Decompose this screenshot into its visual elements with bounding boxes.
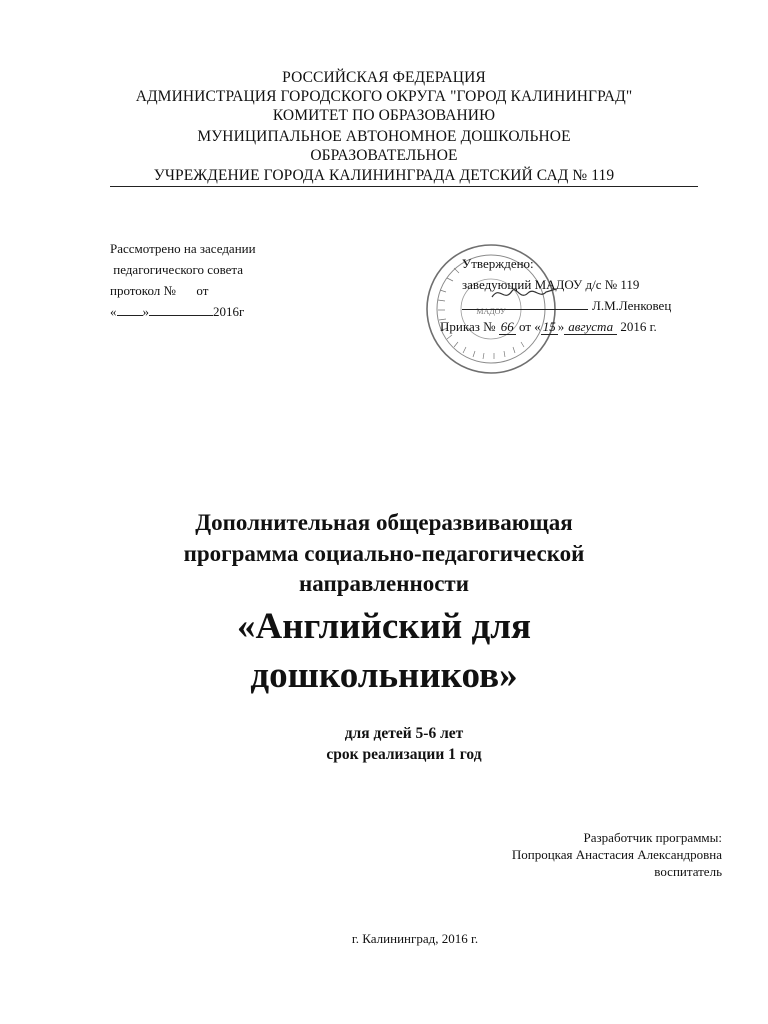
program-line-1: Дополнительная общеразвивающая [195, 510, 573, 535]
head-name: Л.М.Ленковец [592, 298, 672, 313]
developer-label: Разработчик программы: [583, 830, 722, 845]
considered-line-3 [110, 280, 256, 301]
approved-line-4: Приказ № 66 от « 15 » августа 2016 г. [440, 319, 657, 334]
order-number: 66 [500, 319, 514, 334]
signature-line [462, 297, 588, 310]
svg-text:МАДОУ: МАДОУ [476, 307, 506, 316]
header-line-1: РОССИЙСКАЯ ФЕДЕРАЦИЯ [282, 69, 486, 86]
considered-block [110, 238, 256, 322]
header-divider [110, 186, 698, 187]
program-name-line-1: «Английский для [237, 606, 531, 647]
approved-line-1: Утверждено: [462, 256, 534, 271]
header-line-2: АДМИНИСТРАЦИЯ ГОРОДСКОГО ОКРУГА "ГОРОД КАЛИНИНГРАД" [135, 88, 633, 105]
developer-role: воспитатель [654, 864, 722, 879]
header-line-6: УЧРЕЖДЕНИЕ ГОРОДА КАЛИНИНГРАДА ДЕТСКИЙ САД № 119 [153, 167, 615, 184]
developer-name: Попроцкая Анастасия Александровна [511, 847, 722, 862]
order-month: августа [564, 319, 617, 335]
header-line-3: КОМИТЕТ ПО ОБРАЗОВАНИЮ [272, 107, 496, 124]
program-age: для детей 5-6 лет [344, 725, 464, 742]
considered-line-1: Рассмотрено на заседании [110, 241, 256, 256]
approved-line-2: заведующий МАДОУ д/с № 119 [462, 277, 640, 292]
approved-line-3 [440, 295, 671, 316]
developer-block [512, 829, 722, 880]
protocol-from-label: от [196, 283, 209, 298]
month-blank [149, 303, 213, 316]
footer-place-year: г. Калининград, 2016 г. [351, 931, 479, 946]
program-line-3: направленности [299, 571, 469, 596]
approved-block [440, 253, 671, 337]
header-line-4: МУНИЦИПАЛЬНОЕ АВТОНОМНОЕ ДОШКОЛЬНОЕ [197, 128, 571, 145]
order-day: 15 [542, 319, 556, 334]
day-blank [117, 303, 143, 316]
program-term: срок реализации 1 год [326, 746, 482, 763]
program-line-2: программа социально-педагогической [183, 541, 585, 566]
considered-line-2: педагогического совета [110, 262, 244, 277]
protocol-label: протокол № [110, 283, 176, 298]
considered-line-4: « » 2016г [110, 304, 245, 319]
header-line-5: ОБРАЗОВАТЕЛЬНОЕ [310, 147, 458, 164]
program-name-line-2: дошкольников» [250, 655, 518, 696]
